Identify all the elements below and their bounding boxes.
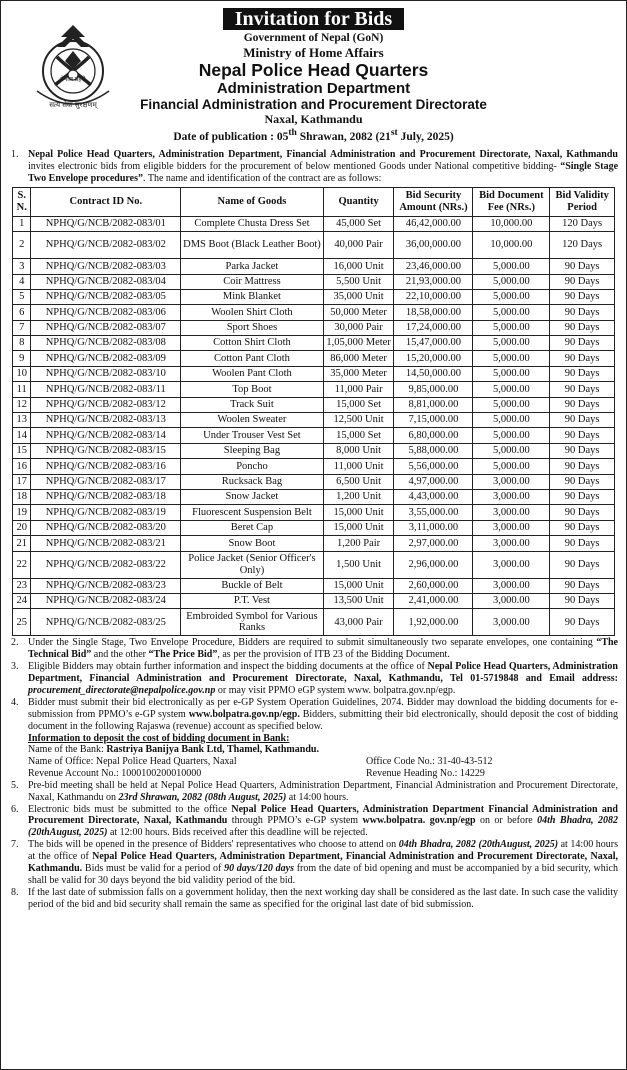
cell-fee: 5,000.00: [473, 289, 550, 304]
cell-goods: Parka Jacket: [181, 259, 324, 274]
cell-qty: 15,000 Set: [323, 428, 394, 443]
cell-goods: Snow Jacket: [181, 489, 324, 504]
contracts-table: [12, 187, 615, 637]
cell-val: 90 Days: [550, 505, 615, 520]
table-row: [13, 536, 615, 551]
cell-val: 90 Days: [550, 428, 615, 443]
cell-goods: Sleeping Bag: [181, 443, 324, 458]
cell-fee: 5,000.00: [473, 274, 550, 289]
cell-fee: 3,000.00: [473, 536, 550, 551]
col-contract-id: Contract ID No.: [31, 187, 181, 216]
cell-cid: NPHQ/G/NCB/2082-083/08: [31, 336, 181, 351]
table-row: [13, 474, 615, 489]
cell-sec: 3,55,000.00: [394, 505, 473, 520]
page-title: Invitation for Bids: [223, 8, 404, 30]
bank-info: [9, 733, 618, 780]
cell-cid: NPHQ/G/NCB/2082-083/05: [31, 289, 181, 304]
table-row: [13, 232, 615, 259]
cell-sn: 10: [13, 366, 31, 381]
cell-sn: 5: [13, 289, 31, 304]
cell-val: 90 Days: [550, 578, 615, 593]
cell-fee: 5,000.00: [473, 443, 550, 458]
cell-goods: Cotton Pant Cloth: [181, 351, 324, 366]
table-row: [13, 413, 615, 428]
paragraph-4: 4. Bidder must submit their bid electronically as per e-GP System Operation Guidelines, 2074. Bidder may download the bidding documents for e-submission from PPMO’s e-GP system www.bolpatra.gov.np/egp. Bidders, submitting their bid electronically, should deposit the cost of bidding document in the following Rajaswa (revenue) account as specified below.: [11, 696, 618, 732]
table-row: [13, 305, 615, 320]
cell-sec: 2,60,000.00: [394, 578, 473, 593]
paragraph-6: 6. Electronic bids must be submitted to the office Nepal Police Head Quarters, Administration Department Financial Administration and Procurement Directorate, Naxal, Kathmandu through PPMO’s e-GP system www.bolpatra. gov.np/egp on or before 04th Bhadra, 2082 (20thAugust, 2025) at 12:00 hours. Bids received after this deadline will be rejected.: [11, 803, 618, 839]
cell-qty: 15,000 Unit: [323, 520, 394, 535]
cell-goods: Poncho: [181, 459, 324, 474]
cell-sec: 36,00,000.00: [394, 232, 473, 259]
cell-sec: 15,47,000.00: [394, 336, 473, 351]
cell-qty: 1,200 Pair: [323, 536, 394, 551]
cell-fee: 3,000.00: [473, 578, 550, 593]
email-link[interactable]: procurement_directorate@nepalpolice.gov.np: [28, 684, 216, 696]
office-row: Name of Office: Nepal Police Head Quarters, Naxal Office Code No.: 31-40-43-512: [28, 756, 493, 768]
cell-fee: 5,000.00: [473, 336, 550, 351]
cell-qty: 35,000 Meter: [323, 366, 394, 381]
cell-qty: 16,000 Unit: [323, 259, 394, 274]
ministry-line: Ministry of Home Affairs: [243, 45, 384, 60]
cell-cid: NPHQ/G/NCB/2082-083/14: [31, 428, 181, 443]
cell-sn: 9: [13, 351, 31, 366]
cell-sec: 14,50,000.00: [394, 366, 473, 381]
table-row: [13, 336, 615, 351]
cell-sn: 17: [13, 474, 31, 489]
cell-cid: NPHQ/G/NCB/2082-083/07: [31, 320, 181, 335]
table-row: [13, 593, 615, 608]
cell-fee: 5,000.00: [473, 428, 550, 443]
cell-val: 90 Days: [550, 474, 615, 489]
cell-val: 90 Days: [550, 274, 615, 289]
cell-cid: NPHQ/G/NCB/2082-083/20: [31, 520, 181, 535]
cell-goods: Under Trouser Vest Set: [181, 428, 324, 443]
cell-cid: NPHQ/G/NCB/2082-083/16: [31, 459, 181, 474]
table-row: [13, 382, 615, 397]
cell-cid: NPHQ/G/NCB/2082-083/25: [31, 609, 181, 636]
cell-sec: 5,88,000.00: [394, 443, 473, 458]
cell-fee: 5,000.00: [473, 305, 550, 320]
cell-sn: 14: [13, 428, 31, 443]
cell-goods: Complete Chusta Dress Set: [181, 216, 324, 231]
cell-qty: 30,000 Pair: [323, 320, 394, 335]
cell-goods: Track Suit: [181, 397, 324, 412]
cell-val: 120 Days: [550, 232, 615, 259]
cell-fee: 3,000.00: [473, 505, 550, 520]
cell-goods: Woolen Shirt Cloth: [181, 305, 324, 320]
table-row: [13, 609, 615, 636]
cell-fee: 5,000.00: [473, 459, 550, 474]
cell-val: 90 Days: [550, 459, 615, 474]
cell-val: 90 Days: [550, 520, 615, 535]
cell-fee: 10,000.00: [473, 232, 550, 259]
cell-fee: 5,000.00: [473, 351, 550, 366]
cell-val: 90 Days: [550, 366, 615, 381]
table-row: [13, 443, 615, 458]
cell-sn: 1: [13, 216, 31, 231]
table-header-row: [13, 187, 615, 216]
cell-sn: 20: [13, 520, 31, 535]
cell-cid: NPHQ/G/NCB/2082-083/13: [31, 413, 181, 428]
cell-qty: 12,500 Unit: [323, 413, 394, 428]
paragraph-8: 8. If the last date of submission falls on a government holiday, then the next working day shall be considered as the last date. In such case the validity period of the bid and bid security shall remain the same as specified for the original last date of bid submission.: [11, 886, 618, 910]
table-row: [13, 520, 615, 535]
cell-goods: Sport Shoes: [181, 320, 324, 335]
cell-fee: 3,000.00: [473, 551, 550, 578]
table-row: [13, 274, 615, 289]
table-row: [13, 578, 615, 593]
cell-sec: 4,43,000.00: [394, 489, 473, 504]
cell-fee: 3,000.00: [473, 520, 550, 535]
cell-sn: 11: [13, 382, 31, 397]
cell-sec: 8,81,000.00: [394, 397, 473, 412]
table-row: [13, 551, 615, 578]
cell-val: 90 Days: [550, 320, 615, 335]
cell-sec: 18,58,000.00: [394, 305, 473, 320]
cell-val: 90 Days: [550, 489, 615, 504]
cell-sn: 6: [13, 305, 31, 320]
nepal-police-emblem-icon: [27, 21, 119, 117]
cell-goods: Beret Cap: [181, 520, 324, 535]
table-row: [13, 351, 615, 366]
cell-sec: 4,97,000.00: [394, 474, 473, 489]
cell-fee: 5,000.00: [473, 320, 550, 335]
organization-name: Nepal Police Head Quarters: [198, 60, 429, 80]
table-row: [13, 505, 615, 520]
cell-sn: 19: [13, 505, 31, 520]
directorate-name: Financial Administration and Procurement Directorate: [140, 97, 487, 112]
cell-cid: NPHQ/G/NCB/2082-083/18: [31, 489, 181, 504]
cell-cid: NPHQ/G/NCB/2082-083/23: [31, 578, 181, 593]
cell-val: 90 Days: [550, 609, 615, 636]
bank-info-heading: Information to deposit the cost of bidding document in Bank:: [28, 732, 290, 744]
table-row: [13, 397, 615, 412]
location-line: Naxal, Kathmandu: [264, 112, 363, 126]
cell-sn: 3: [13, 259, 31, 274]
cell-goods: Woolen Pant Cloth: [181, 366, 324, 381]
cell-fee: 3,000.00: [473, 474, 550, 489]
col-goods: Name of Goods: [181, 187, 324, 216]
cell-sec: 6,80,000.00: [394, 428, 473, 443]
cell-sn: 18: [13, 489, 31, 504]
cell-sn: 13: [13, 413, 31, 428]
cell-cid: NPHQ/G/NCB/2082-083/09: [31, 351, 181, 366]
table-row: [13, 289, 615, 304]
cell-val: 90 Days: [550, 336, 615, 351]
cell-qty: 1,500 Unit: [323, 551, 394, 578]
cell-cid: NPHQ/G/NCB/2082-083/17: [31, 474, 181, 489]
cell-goods: Fluorescent Suspension Belt: [181, 505, 324, 520]
cell-qty: 1,200 Unit: [323, 489, 394, 504]
col-document-fee: Bid Document Fee (NRs.): [473, 187, 550, 216]
col-quantity: Quantity: [323, 187, 394, 216]
contracts-table-body: [13, 216, 615, 636]
cell-goods: Cotton Shirt Cloth: [181, 336, 324, 351]
bank-name-line: Name of the Bank: Rastriya Banijya Bank Ltd, Thamel, Kathmandu.: [28, 744, 319, 756]
cell-sec: 7,15,000.00: [394, 413, 473, 428]
cell-val: 90 Days: [550, 351, 615, 366]
table-row: [13, 320, 615, 335]
cell-cid: NPHQ/G/NCB/2082-083/10: [31, 366, 181, 381]
cell-qty: 45,000 Set: [323, 216, 394, 231]
cell-sec: 2,41,000.00: [394, 593, 473, 608]
notice-header: [9, 7, 618, 149]
cell-qty: 6,500 Unit: [323, 474, 394, 489]
table-row: [13, 489, 615, 504]
cell-sn: 25: [13, 609, 31, 636]
cell-qty: 15,000 Unit: [323, 505, 394, 520]
paragraph-5: 5. Pre-bid meeting shall be held at Nepal Police Head Quarters, Administration Department, Financial Administration and Procurement Directorate, Naxal, Kathmandu on 23rd Shrawan, 2082 (08th August, 2025) at 14:00 hours.: [11, 779, 618, 803]
paragraph-7: 7. The bids will be opened in the presence of Bidders' representatives who choose to attend on 04th Bhadra, 2082 (20thAugust, 2025) at 14:00 hours at the office of Nepal Police Head Quarters, Administration Department, Financial Administration and Procurement Directorate, Naxal, Kathmandu. Bids must be valid for a period of 90 days/120 days from the date of bid opening and must be accompanied by a bid security, which shall be valid for 30 days beyond the bid validity period of the bid.: [11, 839, 618, 886]
cell-qty: 50,000 Meter: [323, 305, 394, 320]
cell-sec: 2,97,000.00: [394, 536, 473, 551]
cell-val: 90 Days: [550, 305, 615, 320]
cell-qty: 1,05,000 Meter: [323, 336, 394, 351]
cell-sn: 2: [13, 232, 31, 259]
cell-sn: 8: [13, 336, 31, 351]
cell-val: 90 Days: [550, 413, 615, 428]
cell-sec: 1,92,000.00: [394, 609, 473, 636]
cell-val: 90 Days: [550, 289, 615, 304]
cell-goods: Top Boot: [181, 382, 324, 397]
cell-qty: 40,000 Pair: [323, 232, 394, 259]
cell-goods: Woolen Sweater: [181, 413, 324, 428]
table-row: [13, 428, 615, 443]
cell-cid: NPHQ/G/NCB/2082-083/06: [31, 305, 181, 320]
cell-sec: 23,46,000.00: [394, 259, 473, 274]
cell-sec: 22,10,000.00: [394, 289, 473, 304]
emblem-text-top: नेपाल प्रहरी: [60, 76, 86, 83]
cell-sec: 17,24,000.00: [394, 320, 473, 335]
cell-goods: Buckle of Belt: [181, 578, 324, 593]
cell-val: 90 Days: [550, 397, 615, 412]
cell-qty: 35,000 Unit: [323, 289, 394, 304]
cell-sn: 24: [13, 593, 31, 608]
cell-qty: 8,000 Unit: [323, 443, 394, 458]
cell-goods: Snow Boot: [181, 536, 324, 551]
cell-goods: Mink Blanket: [181, 289, 324, 304]
cell-qty: 86,000 Meter: [323, 351, 394, 366]
cell-cid: NPHQ/G/NCB/2082-083/03: [31, 259, 181, 274]
cell-sec: 3,11,000.00: [394, 520, 473, 535]
col-sn: S. N.: [13, 187, 31, 216]
cell-cid: NPHQ/G/NCB/2082-083/04: [31, 274, 181, 289]
cell-cid: NPHQ/G/NCB/2082-083/24: [31, 593, 181, 608]
cell-sn: 15: [13, 443, 31, 458]
cell-qty: 15,000 Set: [323, 397, 394, 412]
cell-qty: 43,000 Pair: [323, 609, 394, 636]
cell-fee: 5,000.00: [473, 366, 550, 381]
table-row: [13, 366, 615, 381]
cell-val: 90 Days: [550, 443, 615, 458]
cell-goods: Embroided Symbol for Various Ranks: [181, 609, 324, 636]
paragraph-2: 2. Under the Single Stage, Two Envelope Procedure, Bidders are required to submit simultaneously two separate envelopes, one containing “The Technical Bid” and the other “The Price Bid”, as per the provision of ITB 23 of the Bidding Document.: [11, 637, 618, 661]
paragraph-1: 1. Nepal Police Head Quarters, Administration Department, Financial Administration and Procurement Directorate, Naxal, Kathmandu invites electronic bids from eligible bidders for the procurement of below mentioned Goods under National competitive bidding- “Single Stage Two Envelope procedures”. The name and identification of the contract are as follows:: [11, 149, 619, 184]
cell-sn: 7: [13, 320, 31, 335]
account-row: Revenue Account No.: 1000100200010000 Revenue Heading No.: 14229: [28, 767, 485, 779]
cell-cid: NPHQ/G/NCB/2082-083/15: [31, 443, 181, 458]
cell-fee: 5,000.00: [473, 413, 550, 428]
cell-cid: NPHQ/G/NCB/2082-083/22: [31, 551, 181, 578]
cell-cid: NPHQ/G/NCB/2082-083/12: [31, 397, 181, 412]
cell-val: 120 Days: [550, 216, 615, 231]
cell-fee: 5,000.00: [473, 259, 550, 274]
col-bid-security: Bid Security Amount (NRs.): [394, 187, 473, 216]
cell-fee: 10,000.00: [473, 216, 550, 231]
cell-cid: NPHQ/G/NCB/2082-083/19: [31, 505, 181, 520]
cell-sn: 12: [13, 397, 31, 412]
cell-val: 90 Days: [550, 551, 615, 578]
government-line: Government of Nepal (GoN): [243, 32, 384, 44]
cell-fee: 3,000.00: [473, 593, 550, 608]
cell-sn: 23: [13, 578, 31, 593]
emblem-text-bottom: सत्य सेवा सुरक्षणम्: [49, 101, 97, 109]
cell-qty: 11,000 Unit: [323, 459, 394, 474]
cell-fee: 3,000.00: [473, 609, 550, 636]
cell-qty: 5,500 Unit: [323, 274, 394, 289]
cell-cid: NPHQ/G/NCB/2082-083/11: [31, 382, 181, 397]
cell-cid: NPHQ/G/NCB/2082-083/01: [31, 216, 181, 231]
cell-sn: 21: [13, 536, 31, 551]
cell-qty: 13,500 Unit: [323, 593, 394, 608]
col-validity: Bid Validity Period: [550, 187, 615, 216]
cell-sec: 5,56,000.00: [394, 459, 473, 474]
cell-sn: 16: [13, 459, 31, 474]
cell-goods: DMS Boot (Black Leather Boot): [181, 232, 324, 259]
table-row: [13, 259, 615, 274]
cell-fee: 3,000.00: [473, 489, 550, 504]
cell-sec: 15,20,000.00: [394, 351, 473, 366]
cell-fee: 5,000.00: [473, 382, 550, 397]
cell-goods: P.T. Vest: [181, 593, 324, 608]
cell-sec: 2,96,000.00: [394, 551, 473, 578]
cell-sn: 4: [13, 274, 31, 289]
cell-qty: 15,000 Unit: [323, 578, 394, 593]
cell-sn: 22: [13, 551, 31, 578]
department-name: Administration Department: [216, 80, 411, 97]
cell-cid: NPHQ/G/NCB/2082-083/02: [31, 232, 181, 259]
cell-goods: Coir Mattress: [181, 274, 324, 289]
cell-sec: 46,42,000.00: [394, 216, 473, 231]
cell-fee: 5,000.00: [473, 397, 550, 412]
cell-sec: 9,85,000.00: [394, 382, 473, 397]
publication-date: Date of publication : 05th Shrawan, 2082 (21st July, 2025): [173, 127, 454, 143]
cell-val: 90 Days: [550, 259, 615, 274]
cell-val: 90 Days: [550, 536, 615, 551]
cell-sec: 21,93,000.00: [394, 274, 473, 289]
cell-val: 90 Days: [550, 382, 615, 397]
table-row: [13, 216, 615, 231]
egp-link[interactable]: www.bolpatra.gov.np/egp.: [188, 708, 300, 720]
paragraph-3: 3. Eligible Bidders may obtain further information and inspect the bidding documents at the office of Nepal Police Head Quarters, Administration Department, Financial Administration and Procurement Directorate, Naxal, Kathmandu, Tel 01-5719848 and Email address: procurement_directorate@nepalpolice.gov.np or may visit PPMO eGP system www. bolpatra.gov.np/egp.: [11, 661, 618, 696]
cell-goods: Rucksack Bag: [181, 474, 324, 489]
cell-qty: 11,000 Pair: [323, 382, 394, 397]
cell-cid: NPHQ/G/NCB/2082-083/21: [31, 536, 181, 551]
table-row: [13, 459, 615, 474]
cell-goods: Police Jacket (Senior Officer's Only): [181, 551, 324, 578]
cell-val: 90 Days: [550, 593, 615, 608]
